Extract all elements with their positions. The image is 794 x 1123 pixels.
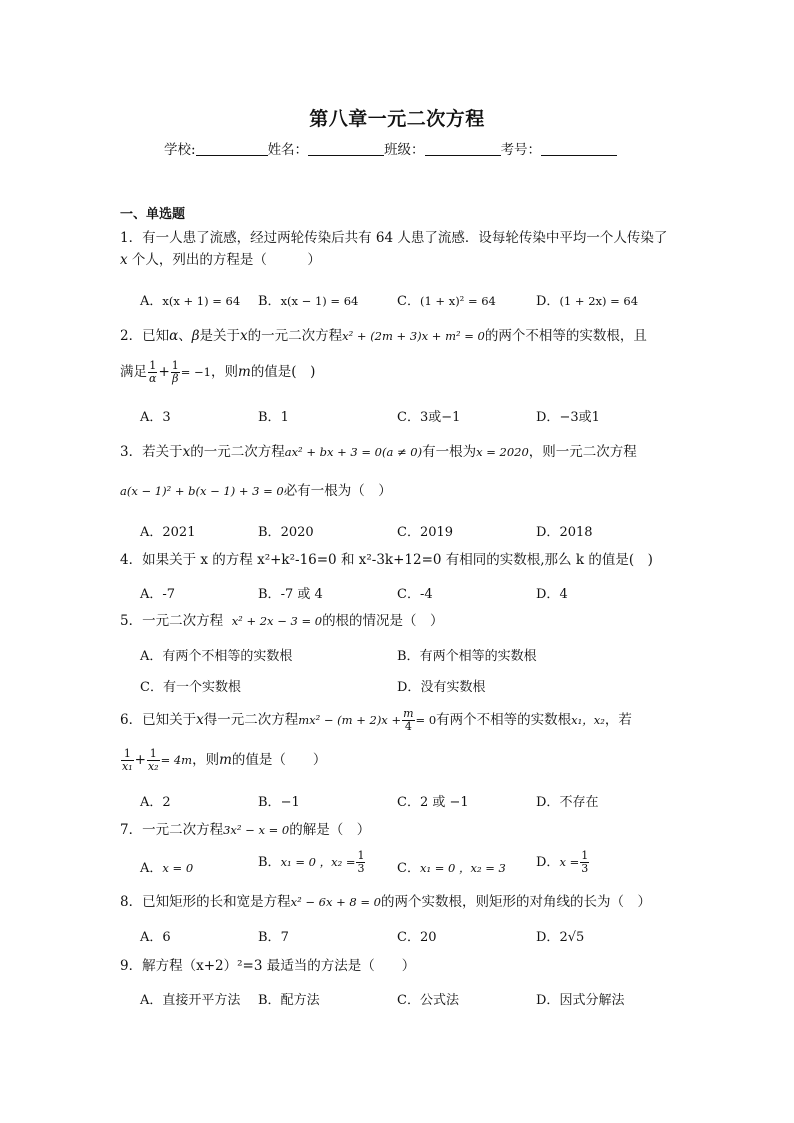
option-expr: x(x − 1) = 64 — [280, 294, 359, 308]
math-fraction — [148, 360, 157, 385]
option-expr: 20 — [419, 930, 437, 945]
option-d[interactable] — [536, 583, 568, 602]
question-text: 满足 — [120, 364, 147, 380]
question-text: 有一根为 — [422, 444, 477, 460]
class-label: 班级： — [384, 142, 425, 158]
option-b[interactable] — [258, 989, 320, 1008]
question-text: 如果关于 x 的方程 x²+k²-16=0 和 x²-3k+12=0 有相同的实数根,那么 k 的值是( ) — [142, 552, 653, 568]
option-a[interactable] — [140, 645, 292, 664]
question-text: 的值是（ ） — [231, 752, 327, 768]
option-expr: 有两个相等的实数根 — [419, 649, 537, 664]
option-expr: 公式法 — [419, 993, 459, 1008]
option-a[interactable] — [140, 521, 195, 540]
option-label: B． — [258, 525, 281, 540]
option-expr: x = — [559, 855, 580, 869]
question-text: 必有一根为（ ） — [283, 483, 392, 499]
option-a[interactable] — [140, 406, 171, 425]
class-field[interactable] — [425, 141, 501, 156]
option-label: C． — [397, 587, 420, 602]
question-text: 是关于 — [199, 328, 241, 344]
option-expr: (1 + 2x) = 64 — [559, 294, 639, 308]
frac-den: 4 — [404, 720, 412, 733]
math-var: m — [238, 364, 251, 380]
frac-den: x₂ — [147, 760, 159, 773]
math-expr: x = 2020 — [476, 445, 529, 459]
math-expr: = −1 — [180, 365, 211, 379]
option-label: B． — [258, 410, 281, 425]
option-expr: 1 — [280, 410, 289, 425]
option-expr: 4 — [559, 587, 568, 602]
frac-num: 1 — [147, 748, 160, 761]
option-expr: 2021 — [162, 525, 196, 540]
option-label: D． — [536, 294, 560, 309]
math-var: x — [240, 328, 248, 344]
question-text: 若关于 — [142, 444, 183, 460]
option-label: C． — [397, 861, 420, 876]
option-expr: 2019 — [419, 525, 454, 540]
option-expr: −1 — [280, 795, 300, 810]
frac-den: x₁ — [122, 760, 133, 773]
option-c[interactable] — [397, 406, 460, 425]
question-text: 的一元二次方程 — [247, 328, 343, 344]
option-label: B． — [258, 855, 281, 870]
option-label: A． — [140, 587, 163, 602]
option-expr: 有两个不相等的实数根 — [162, 649, 293, 664]
question-text: 得一元二次方程 — [203, 712, 299, 728]
option-label: A． — [140, 410, 163, 425]
question-number: 4． — [120, 552, 143, 568]
option-label: C． — [397, 795, 420, 810]
option-c[interactable] — [140, 676, 241, 695]
name-label: 姓名： — [267, 142, 309, 158]
option-expr: 配方法 — [280, 993, 320, 1008]
option-a[interactable] — [140, 290, 240, 309]
question-text: 一元二次方程 — [142, 822, 224, 838]
option-expr: 2√5 — [559, 930, 585, 945]
question-number: 6． — [120, 712, 143, 728]
math-equation: ax² + bx + 3 = 0(a ≠ 0) — [284, 445, 423, 459]
option-label: A． — [140, 649, 163, 664]
frac-den: α — [149, 372, 157, 385]
question-1 — [120, 227, 680, 271]
question-text: 的两个不相等的实数根，且 — [484, 328, 647, 344]
math-alpha: α — [169, 328, 179, 344]
math-equation: mx² − (m + 2)x + — [298, 713, 402, 727]
option-expr: 6 — [162, 930, 171, 945]
option-label: D． — [536, 930, 560, 945]
option-expr: (1 + x)² = 64 — [419, 294, 496, 308]
question-number: 7． — [120, 822, 143, 838]
question-text: 个人，列出的方程是（ ） — [131, 252, 321, 268]
math-fraction — [580, 850, 589, 875]
question-number: 8． — [120, 894, 143, 910]
question-number: 5． — [120, 613, 143, 629]
question-text: 的根的情况是（ ） — [322, 613, 444, 629]
question-text: 的两个实数根，则矩形的对角线的长为（ ） — [380, 894, 651, 910]
question-4 — [120, 549, 700, 571]
option-a[interactable] — [140, 857, 193, 876]
option-c[interactable] — [397, 583, 433, 602]
math-var: x — [182, 444, 191, 460]
option-b[interactable] — [258, 583, 323, 602]
option-label: C． — [397, 525, 420, 540]
option-d[interactable] — [536, 791, 598, 810]
option-d[interactable] — [536, 406, 600, 425]
option-label: D． — [536, 795, 560, 810]
question-8 — [120, 891, 700, 913]
question-text: ，则 — [211, 364, 238, 380]
question-number: 9． — [120, 958, 143, 974]
question-text: 有一人患了流感，经过两轮传染后共有 64 人患了流感．设每轮传染中平均一个人传染了 — [142, 230, 668, 246]
option-label: A． — [140, 930, 163, 945]
option-b[interactable] — [397, 645, 537, 664]
option-expr: 不存在 — [559, 795, 599, 810]
option-label: B． — [258, 294, 281, 309]
question-text: 解方程（x+2）²=3 最适当的方法是（ ） — [142, 958, 416, 974]
option-expr: x = 0 — [162, 861, 194, 875]
option-label: B． — [258, 587, 281, 602]
option-a[interactable] — [140, 791, 171, 810]
school-label: 学校: — [164, 142, 196, 158]
question-text: 的一元二次方程 — [190, 444, 285, 460]
option-b[interactable] — [258, 850, 366, 875]
option-expr: 直接开平方法 — [162, 993, 241, 1008]
question-7 — [120, 819, 680, 841]
option-d[interactable] — [536, 850, 590, 875]
option-label: B． — [258, 930, 281, 945]
option-label: C． — [397, 410, 420, 425]
math-fraction — [356, 850, 365, 875]
question-number: 2． — [120, 328, 143, 344]
option-expr: x₁ = 0 ，x₂ = 3 — [419, 861, 506, 875]
math-var: m — [219, 752, 232, 768]
option-expr: 2020 — [280, 525, 314, 540]
frac-num: 1 — [121, 748, 134, 761]
question-3-line2 — [120, 480, 680, 502]
option-d[interactable] — [397, 676, 485, 695]
math-equation: x² − 6x + 8 = 0 — [290, 895, 381, 909]
option-c[interactable] — [397, 857, 506, 876]
frac-num: 1 — [581, 849, 589, 862]
option-label: D． — [536, 587, 560, 602]
math-fraction — [402, 708, 414, 733]
option-label: D． — [536, 410, 560, 425]
option-label: A． — [140, 525, 163, 540]
question-text: 的解是（ ） — [289, 822, 371, 838]
option-expr: 2 或 −1 — [419, 795, 469, 810]
option-label: D． — [536, 993, 560, 1008]
question-text: 已知关于 — [142, 712, 197, 728]
question-text: 已知矩形的长和宽是方程 — [142, 894, 291, 910]
question-number: 1． — [120, 230, 143, 246]
option-d[interactable] — [536, 290, 638, 309]
question-6-line2: $\frac{1}{\text{x₁}}$ + $\frac{1}{\text{x₂}}$ = 4m，则m的值是（ ） — [122, 747, 327, 773]
option-d[interactable] — [536, 521, 593, 540]
option-d[interactable] — [536, 926, 584, 945]
math-fraction — [171, 360, 180, 385]
question-text: 的值是( ) — [250, 364, 316, 380]
option-b[interactable] — [258, 791, 300, 810]
option-c[interactable] — [397, 290, 496, 309]
option-c[interactable] — [397, 521, 453, 540]
math-fraction — [121, 748, 134, 773]
option-b[interactable] — [258, 406, 289, 425]
option-label: C． — [397, 294, 420, 309]
school-field[interactable] — [196, 141, 268, 156]
option-label: A． — [140, 294, 163, 309]
option-expr: −3或1 — [559, 410, 600, 425]
option-expr: 有一个实数根 — [162, 680, 241, 695]
question-6 — [120, 708, 700, 733]
option-expr: 2018 — [559, 525, 593, 540]
math-equation: x² + 2x − 3 = 0 — [231, 614, 323, 628]
option-d[interactable] — [536, 989, 624, 1008]
page-title: 第八章一元二次方程 — [309, 108, 485, 130]
option-label: C． — [140, 680, 163, 695]
option-label: B． — [258, 795, 281, 810]
math-expr: = 0 — [415, 713, 437, 727]
frac-den: 3 — [581, 862, 589, 875]
math-equation: 3x² − x = 0 — [223, 823, 290, 837]
math-var: x — [196, 712, 204, 728]
option-expr: 3或−1 — [419, 410, 461, 425]
question-text: 一元二次方程 — [142, 613, 224, 629]
math-expr: = 4m — [160, 753, 193, 767]
math-var: x — [120, 252, 128, 268]
math-roots: x₁，x₂ — [571, 713, 605, 727]
id-label: 考号： — [500, 142, 542, 158]
option-expr: x(x + 1) = 64 — [162, 294, 241, 308]
option-label: A． — [140, 861, 163, 876]
question-text: 已知 — [142, 328, 170, 344]
student-info-line — [164, 138, 617, 158]
option-expr: 3 — [162, 410, 171, 425]
frac-den: β — [172, 372, 179, 385]
option-label: A． — [140, 993, 163, 1008]
option-b[interactable] — [258, 926, 289, 945]
option-label: B． — [258, 993, 281, 1008]
question-text: ，若 — [604, 712, 632, 728]
id-field[interactable] — [541, 141, 617, 156]
name-field[interactable] — [308, 141, 384, 156]
option-c[interactable] — [397, 791, 469, 810]
option-label: C． — [397, 930, 420, 945]
question-text: ，则 — [192, 752, 220, 768]
option-a[interactable] — [140, 989, 240, 1008]
math-fraction — [147, 748, 160, 773]
question-text: ，则一元二次方程 — [528, 444, 637, 460]
math-equation: x² + (2m + 3)x + m² = 0 — [342, 329, 485, 343]
question-number: 3． — [120, 444, 143, 460]
option-expr: -7 — [162, 587, 176, 602]
option-expr: 没有实数根 — [420, 680, 486, 695]
option-expr: -7 或 4 — [280, 587, 323, 602]
question-text: 有两个不相等的实数根 — [436, 712, 572, 728]
option-b[interactable] — [258, 290, 358, 309]
option-label: D． — [397, 680, 421, 695]
section-heading: 一、单选题 — [120, 207, 186, 222]
option-expr: x₁ = 0 ，x₂ = — [280, 855, 356, 869]
frac-den: 3 — [357, 862, 365, 875]
option-label: D． — [536, 525, 560, 540]
option-label: A． — [140, 795, 163, 810]
option-c[interactable] — [397, 926, 437, 945]
option-c[interactable] — [397, 989, 459, 1008]
question-2-line2: 满足 $\frac{1}{\alpha}$ + $\frac{1}{\beta}$ = −1，则m的值是( ) — [120, 359, 316, 385]
option-expr: 7 — [280, 930, 289, 945]
option-expr: 因式分解法 — [559, 993, 625, 1008]
frac-num: m — [403, 707, 414, 720]
option-label: C． — [397, 993, 420, 1008]
option-expr: 2 — [162, 795, 171, 810]
frac-num: 1 — [357, 849, 365, 862]
option-a[interactable] — [140, 583, 175, 602]
math-beta: β — [191, 328, 200, 344]
question-3 — [120, 441, 700, 463]
question-5 — [120, 610, 680, 632]
frac-num: 1 — [149, 359, 157, 372]
frac-num: 1 — [171, 359, 179, 372]
math-equation: a(x − 1)² + b(x − 1) + 3 = 0 — [120, 484, 284, 498]
option-a[interactable] — [140, 926, 171, 945]
option-expr: -4 — [419, 587, 433, 602]
option-label: B． — [397, 649, 420, 664]
option-label: D． — [536, 855, 560, 870]
question-2 — [120, 325, 700, 347]
option-b[interactable] — [258, 521, 314, 540]
question-text: 、 — [178, 328, 192, 344]
question-9 — [120, 955, 680, 977]
